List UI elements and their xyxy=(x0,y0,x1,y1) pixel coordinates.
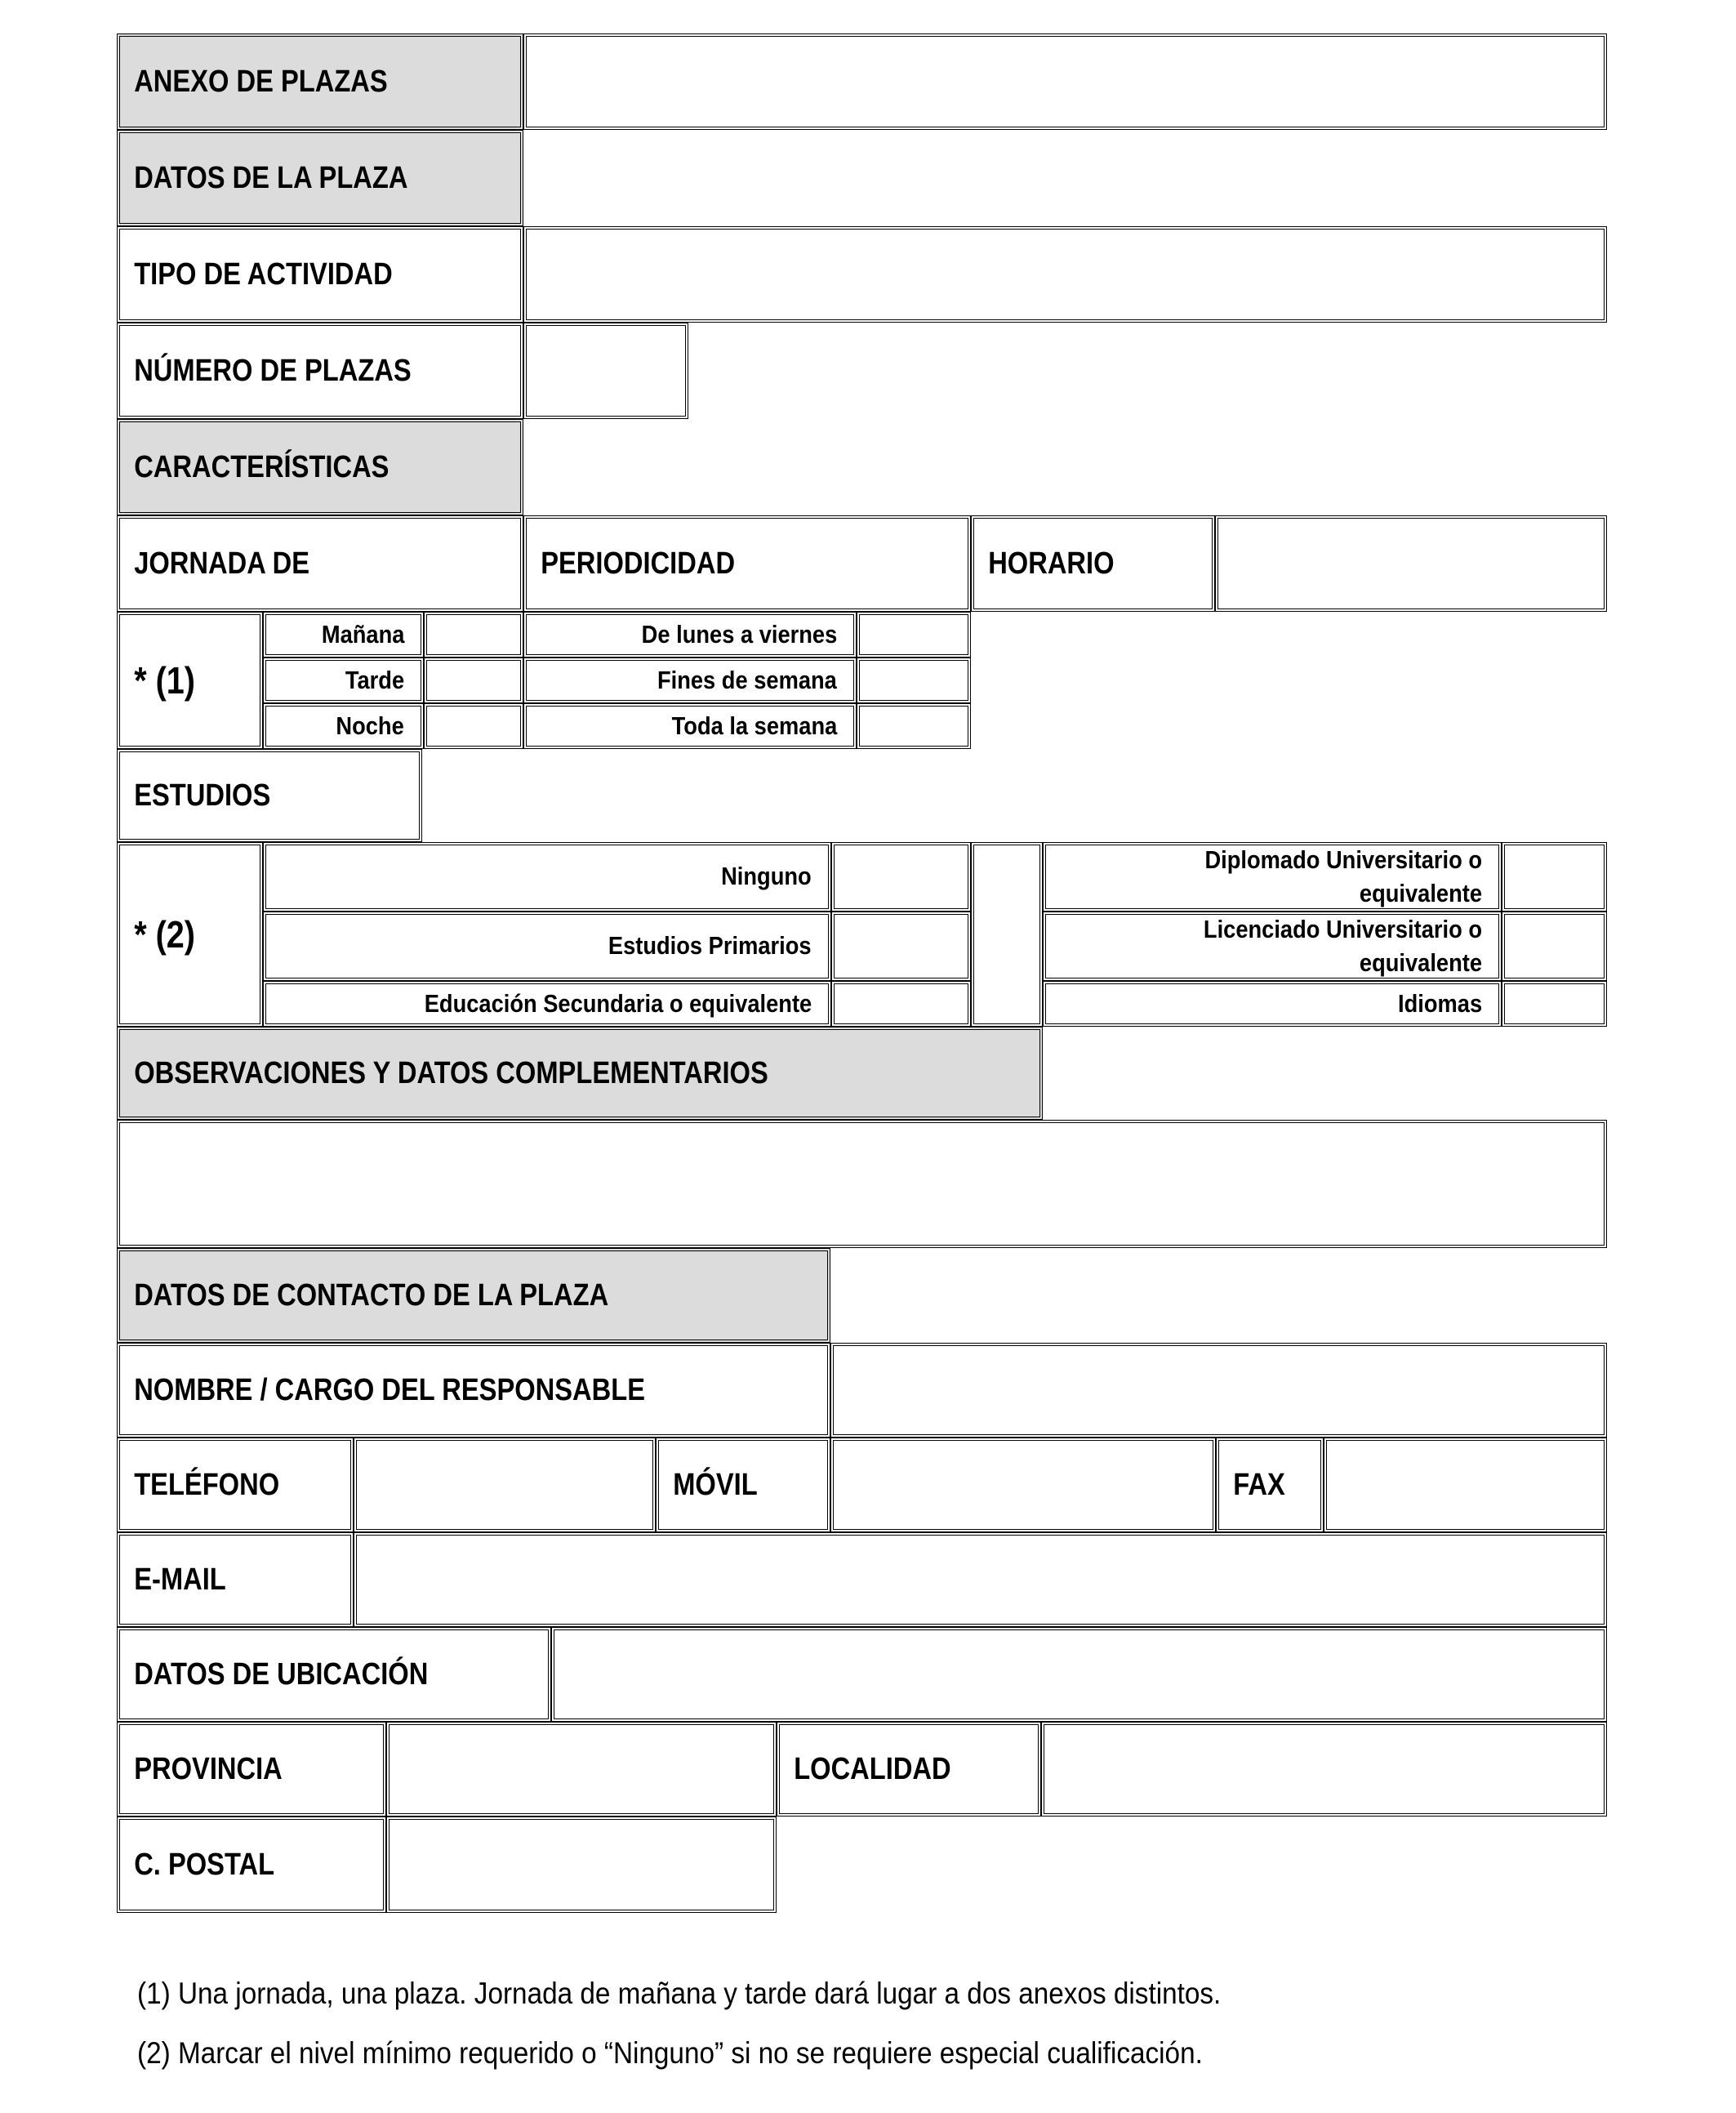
datos-contacto-label: DATOS DE CONTACTO DE LA PLAZA xyxy=(134,1277,609,1313)
estudios-checkbox-ninguno[interactable] xyxy=(831,842,971,912)
periodicidad-checkbox-fines-semana[interactable] xyxy=(857,658,971,703)
estudios-option-licenciado: Licenciado Universitario o equivalente xyxy=(1203,915,1482,977)
estudios-checkbox-licenciado[interactable] xyxy=(1502,912,1607,981)
estudios-checkbox-secundaria[interactable] xyxy=(831,981,971,1027)
provincia-label-cell xyxy=(117,1722,386,1817)
footnote-2: (2) Marcar el nivel mínimo requerido o “Ninguno” si no se requiere especial cualificación. xyxy=(137,2036,1203,2070)
tipo-actividad-label: TIPO DE ACTIVIDAD xyxy=(134,256,393,292)
datos-plaza-label: DATOS DE LA PLAZA xyxy=(134,160,408,195)
periodicidad-option-lunes-viernes-cell xyxy=(523,612,857,658)
estudios-label-cell xyxy=(117,749,422,842)
provincia-label: PROVINCIA xyxy=(134,1751,283,1786)
estudios-option-diplomado-cell xyxy=(1043,842,1502,912)
periodicidad-checkbox-lunes-viernes[interactable] xyxy=(857,612,971,658)
email-label: E-MAIL xyxy=(134,1562,226,1597)
estudios-option-idiomas-cell xyxy=(1043,981,1502,1027)
jornada-option-tarde: Tarde xyxy=(345,665,404,694)
anexo-plazas-label-cell xyxy=(117,33,523,130)
nota1-marker-cell xyxy=(117,612,263,749)
telefono-field[interactable] xyxy=(354,1438,656,1532)
movil-label-cell xyxy=(656,1438,830,1532)
datos-ubicacion-label-cell xyxy=(117,1627,551,1722)
localidad-label-cell xyxy=(777,1722,1041,1817)
horario-label: HORARIO xyxy=(988,546,1115,581)
estudios-option-secundaria-cell xyxy=(263,981,831,1027)
numero-plazas-label: NÚMERO DE PLAZAS xyxy=(134,353,412,388)
estudios-option-secundaria: Educación Secundaria o equivalente xyxy=(424,988,812,1018)
codigo-postal-label-cell xyxy=(117,1817,386,1913)
estudios-option-ninguno: Ninguno xyxy=(721,862,812,891)
provincia-field[interactable] xyxy=(386,1722,777,1817)
observaciones-label: OBSERVACIONES Y DATOS COMPLEMENTARIOS xyxy=(134,1055,768,1090)
estudios-option-ninguno-cell xyxy=(263,842,831,912)
localidad-field[interactable] xyxy=(1041,1722,1607,1817)
numero-plazas-label-cell xyxy=(117,323,523,419)
nombre-cargo-field[interactable] xyxy=(830,1343,1607,1438)
nota2-marker: * (2) xyxy=(134,913,195,956)
periodicidad-option-fines-semana-cell xyxy=(523,658,857,703)
observaciones-field[interactable] xyxy=(117,1120,1607,1248)
jornada-option-manana-cell xyxy=(263,612,424,658)
nota2-marker-cell xyxy=(117,842,263,1027)
jornada-label: JORNADA DE xyxy=(134,546,310,581)
datos-ubicacion-field[interactable] xyxy=(551,1627,1607,1722)
periodicidad-option-lunes-viernes: De lunes a viernes xyxy=(641,619,837,649)
periodicidad-label-cell xyxy=(523,515,971,612)
footnote-1: (1) Una jornada, una plaza. Jornada de mañana y tarde dará lugar a dos anexos distintos. xyxy=(137,1977,1222,2010)
fax-label: FAX xyxy=(1233,1467,1285,1502)
estudios-option-idiomas: Idiomas xyxy=(1397,988,1482,1018)
fax-label-cell xyxy=(1216,1438,1324,1532)
estudios-checkbox-diplomado[interactable] xyxy=(1502,842,1607,912)
estudios-checkbox-primarios[interactable] xyxy=(831,912,971,981)
periodicidad-checkbox-toda-semana[interactable] xyxy=(857,703,971,749)
estudios-option-primarios: Estudios Primarios xyxy=(608,931,812,961)
periodicidad-option-toda-semana-cell xyxy=(523,703,857,749)
jornada-option-tarde-cell xyxy=(263,658,424,703)
tipo-actividad-label-cell xyxy=(117,226,523,323)
jornada-option-noche: Noche xyxy=(336,711,404,740)
nombre-cargo-label: NOMBRE / CARGO DEL RESPONSABLE xyxy=(134,1372,646,1407)
estudios-option-primarios-cell xyxy=(263,912,831,981)
periodicidad-label: PERIODICIDAD xyxy=(541,546,736,581)
periodicidad-option-toda-semana: Toda la semana xyxy=(671,711,837,740)
tipo-actividad-field[interactable] xyxy=(523,226,1607,323)
telefono-label: TELÉFONO xyxy=(134,1467,280,1502)
codigo-postal-label: C. POSTAL xyxy=(134,1847,275,1882)
localidad-label: LOCALIDAD xyxy=(794,1751,951,1786)
email-field[interactable] xyxy=(354,1532,1607,1627)
jornada-option-noche-cell xyxy=(263,703,424,749)
movil-field[interactable] xyxy=(830,1438,1216,1532)
movil-label: MÓVIL xyxy=(673,1467,758,1502)
nota1-marker: * (1) xyxy=(134,659,195,702)
estudios-checkbox-idiomas[interactable] xyxy=(1502,981,1607,1027)
numero-plazas-field[interactable] xyxy=(523,323,688,419)
jornada-checkbox-tarde[interactable] xyxy=(424,658,523,703)
estudios-option-licenciado-cell xyxy=(1043,912,1502,981)
observaciones-label-cell xyxy=(117,1027,1043,1120)
datos-ubicacion-label: DATOS DE UBICACIÓN xyxy=(134,1656,429,1692)
estudios-option-diplomado: Diplomado Universitario o equivalente xyxy=(1204,845,1482,907)
horario-field[interactable] xyxy=(1215,515,1607,612)
estudios-spacer-cell xyxy=(971,842,1043,1027)
codigo-postal-field[interactable] xyxy=(386,1817,777,1913)
periodicidad-option-fines-semana: Fines de semana xyxy=(657,665,837,694)
jornada-option-manana: Mañana xyxy=(321,619,404,649)
fax-field[interactable] xyxy=(1324,1438,1607,1532)
anexo-plazas-label: ANEXO DE PLAZAS xyxy=(134,64,388,99)
telefono-label-cell xyxy=(117,1438,354,1532)
anexo-plazas-field[interactable] xyxy=(523,33,1607,130)
estudios-label: ESTUDIOS xyxy=(134,778,271,813)
datos-plaza-label-cell xyxy=(117,130,523,226)
nombre-cargo-label-cell xyxy=(117,1343,830,1438)
horario-label-cell xyxy=(971,515,1215,612)
jornada-label-cell xyxy=(117,515,523,612)
email-label-cell xyxy=(117,1532,354,1627)
datos-contacto-label-cell xyxy=(117,1248,830,1343)
jornada-checkbox-noche[interactable] xyxy=(424,703,523,749)
caracteristicas-label-cell xyxy=(117,419,523,515)
jornada-checkbox-manana[interactable] xyxy=(424,612,523,658)
caracteristicas-label: CARACTERÍSTICAS xyxy=(134,449,389,484)
